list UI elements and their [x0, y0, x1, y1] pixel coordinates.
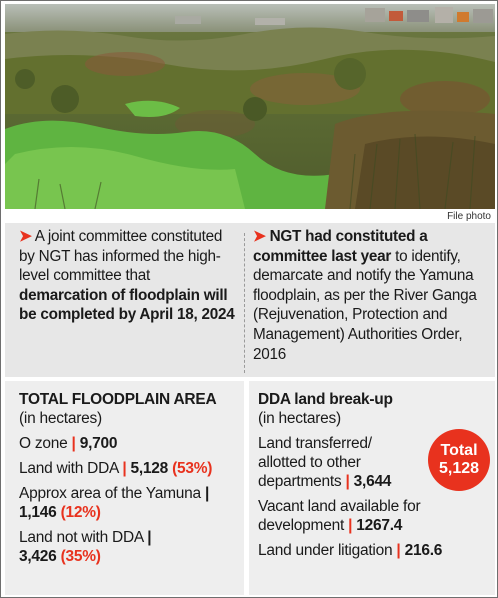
dda-unit: (in hectares)	[258, 410, 341, 427]
info-band	[5, 223, 495, 377]
total-badge	[428, 429, 490, 491]
band-divider	[244, 233, 245, 373]
photo-credit: File photo	[447, 211, 491, 222]
with-dda-row: Land with DDA | 5,128 (53%)	[19, 460, 213, 477]
o-zone-value: 9,700	[79, 435, 118, 452]
left-note-bold: demarcation of floodplain will be completed by April 18, 2024	[19, 286, 235, 324]
yamuna-value: 1,146	[19, 504, 57, 521]
transferred-row: Land transferred/ allotted to other departments | 3,644	[258, 435, 392, 490]
stats-section	[5, 381, 495, 595]
vacant-value: 1267.4	[356, 517, 403, 534]
floodplain-photo-image	[5, 4, 495, 209]
transferred-value: 3,644	[353, 473, 392, 490]
not-dda-pct: (35%)	[60, 548, 101, 565]
litigation-label: Land under litigation	[258, 542, 393, 559]
right-note-bold: NGT had constituted a committee last year	[253, 228, 428, 265]
yamuna-pct: (12%)	[60, 504, 101, 521]
not-dda-value: 3,426	[19, 548, 57, 565]
floodplain-panel	[19, 390, 241, 572]
o-zone-label: O zone	[19, 435, 68, 452]
dda-title: DDA land break-up	[258, 391, 393, 408]
stats-divider	[244, 381, 249, 595]
not-dda-row: Land not with DDA | 3,426 (35%)	[19, 529, 152, 565]
arrow-icon: ➤	[19, 228, 32, 245]
vacant-row: Vacant land available for development | 1267.4	[258, 498, 421, 534]
yamuna-row: Approx area of the Yamuna | 1,146 (12%)	[19, 485, 210, 521]
left-note-text: A joint committee constituted by NGT has informed the high-level committee that	[19, 228, 223, 285]
floodplain-unit: (in hectares)	[19, 410, 102, 427]
arrow-icon: ➤	[253, 228, 266, 245]
floodplain-photo	[5, 4, 495, 209]
yamuna-label: Approx area of the Yamuna	[19, 485, 201, 502]
with-dda-pct: (53%)	[172, 460, 213, 477]
with-dda-value: 5,128	[130, 460, 169, 477]
litigation-row: Land under litigation | 216.6	[258, 542, 443, 559]
with-dda-label: Land with DDA	[19, 460, 119, 477]
left-note	[19, 227, 239, 325]
right-note	[253, 227, 491, 364]
floodplain-title: TOTAL FLOODPLAIN AREA	[19, 391, 217, 408]
total-badge-value: 5,128	[438, 460, 480, 477]
vacant-label: Vacant land available for development	[258, 498, 421, 534]
not-dda-label: Land not with DDA	[19, 529, 144, 546]
total-badge-label: Total	[440, 442, 478, 459]
right-note-text: to identify, demarcate and notify the Yamuna floodplain, as per the River Ganga (Rejuvenation, Protection and Management) Authorities Order, 2016	[253, 247, 477, 363]
o-zone-row: O zone | 9,700	[19, 435, 118, 452]
litigation-value: 216.6	[404, 542, 443, 559]
transferred-label: Land transferred/ allotted to other departments	[258, 435, 372, 490]
